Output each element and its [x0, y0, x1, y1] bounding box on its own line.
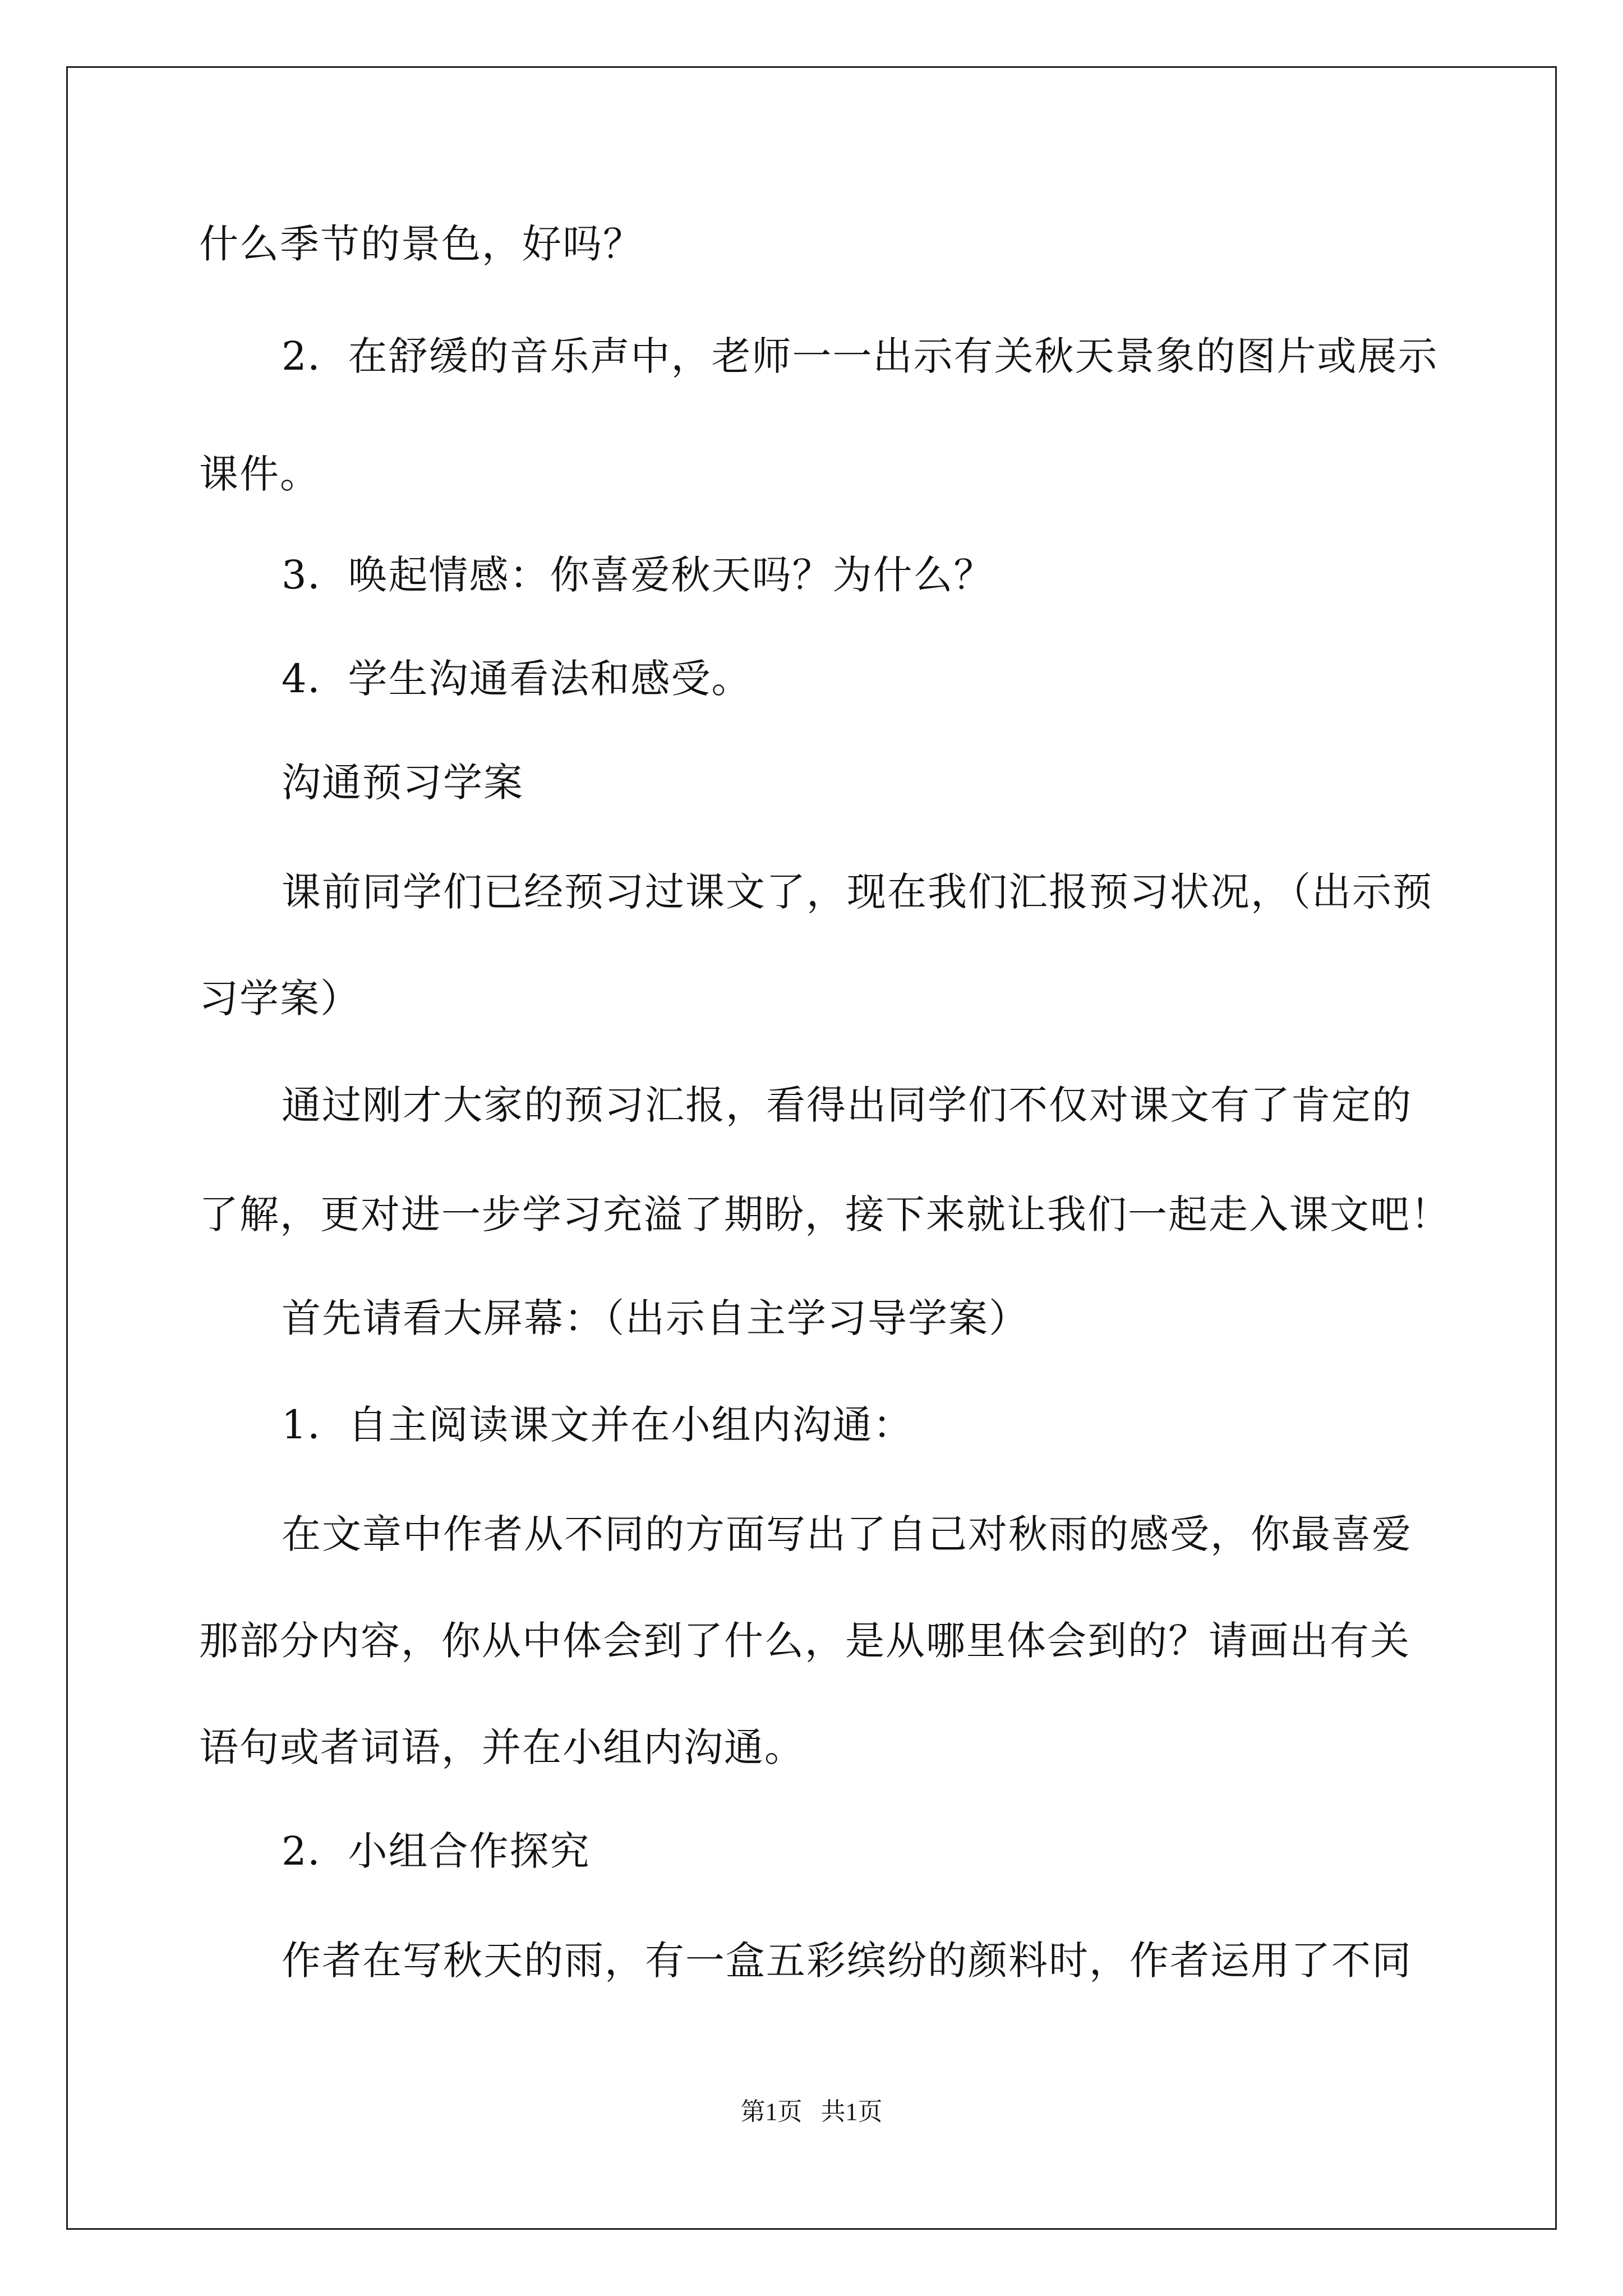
section-heading: 沟通预习学案	[282, 760, 524, 806]
text-line: 2．小组合作探究	[282, 1828, 591, 1874]
text-line: 语句或者词语，并在小组内沟通。	[199, 1724, 805, 1770]
text-line: 2．在舒缓的音乐声中，老师一一出示有关秋天景象的图片或展示	[282, 333, 1438, 379]
text-line: 4．学生沟通看法和感受。	[282, 656, 752, 702]
page-border	[66, 66, 1557, 2230]
text-line: 3．唤起情感：你喜爱秋天吗？为什么？	[282, 552, 994, 598]
text-line: 了解，更对进一步学习充溢了期盼，接下来就让我们一起走入课文吧！	[199, 1191, 1451, 1237]
text-line: 通过刚才大家的预习汇报，看得出同学们不仅对课文有了肯定的	[282, 1082, 1412, 1128]
text-line: 习学案）	[199, 976, 361, 1022]
text-line: 什么季节的景色，好吗？	[199, 221, 643, 267]
text-line: 1．自主阅读课文并在小组内沟通：	[282, 1402, 914, 1448]
text-line: 课件。	[199, 451, 320, 497]
page-number-footer: 第1页 共1页	[740, 2098, 883, 2125]
text-line: 那部分内容，你从中体会到了什么，是从哪里体会到的？请画出有关	[199, 1618, 1410, 1664]
text-line: 课前同学们已经预习过课文了，现在我们汇报预习状况，（出示预	[282, 869, 1433, 915]
text-line: 首先请看大屏幕：（出示自主学习导学案）	[282, 1295, 1029, 1341]
text-line: 作者在写秋天的雨，有一盒五彩缤纷的颜料时，作者运用了不同	[282, 1938, 1412, 1984]
text-line: 在文章中作者从不同的方面写出了自己对秋雨的感受，你最喜爱	[282, 1511, 1412, 1557]
